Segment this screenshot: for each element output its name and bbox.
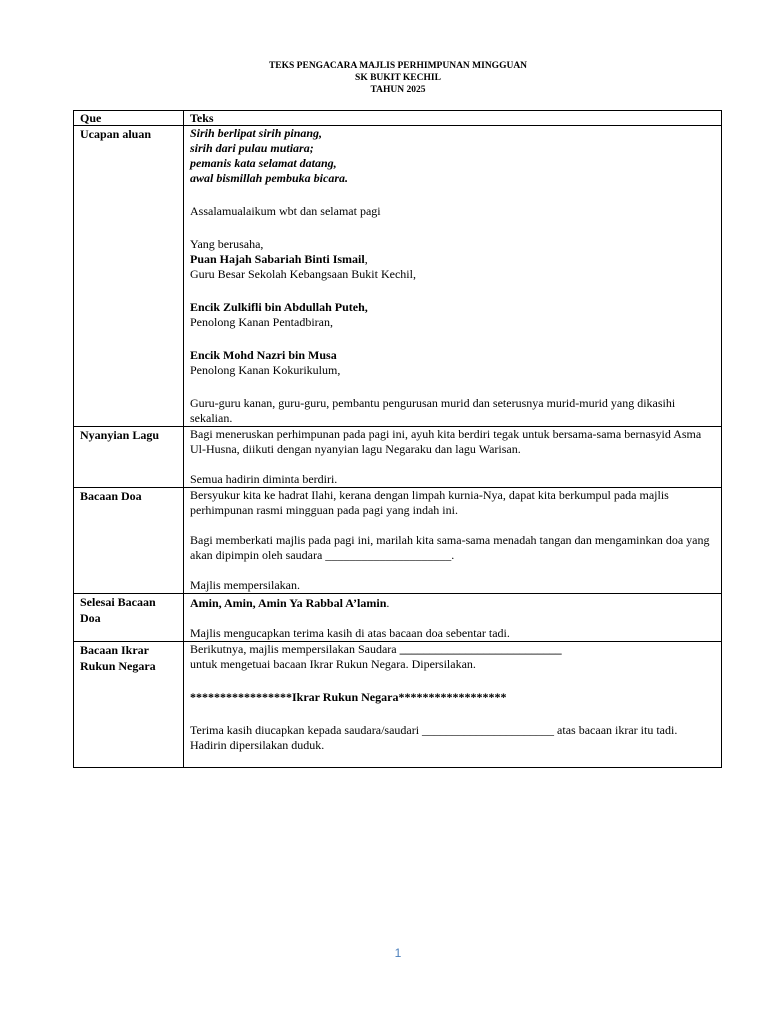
teks-cell	[184, 642, 722, 768]
teks-cell	[184, 594, 722, 642]
column-header-teks: Teks	[184, 111, 722, 126]
que-cell	[74, 488, 184, 594]
name-blank: ___________________________	[399, 642, 562, 656]
que-label: Selesai Bacaan	[80, 595, 156, 609]
que-label: Doa	[80, 611, 101, 625]
dignitary-role: Penolong Kanan Kokurikulum,	[190, 363, 341, 377]
header-title: TEKS PENGACARA MAJLIS PERHIMPUNAN MINGGUAN	[268, 61, 528, 71]
que-label: Nyanyian Lagu	[80, 428, 160, 442]
table-row	[74, 642, 722, 768]
teks-paragraph	[190, 642, 715, 657]
que-cell	[74, 126, 184, 427]
teks-paragraph: Majlis mempersilakan.	[190, 578, 300, 592]
dignitary-comma: ,	[364, 252, 368, 266]
pantun-line: pemanis kata selamat datang,	[190, 156, 337, 170]
greeting-text: Assalamualaikum wbt dan selamat pagi	[190, 204, 381, 218]
teks-cell	[184, 126, 722, 427]
que-label: Bacaan Doa	[80, 489, 142, 503]
amin-period: .	[386, 596, 390, 610]
teks-cell	[184, 427, 722, 488]
que-cell	[74, 594, 184, 642]
closing-text: Guru-guru kanan, guru-guru, pembantu pengurusan murid dan seterusnya murid-murid yang dikasihi sekalian.	[190, 396, 676, 425]
teks-paragraph: Terima kasih diucapkan kepada saudara/saudari ______________________ atas bacaan ikrar itu tadi.	[190, 723, 678, 737]
que-cell	[74, 427, 184, 488]
que-cell	[74, 642, 184, 768]
teks-paragraph: Hadirin dipersilakan duduk.	[190, 738, 325, 752]
dignitary-name: Puan Hajah Sabariah Binti Ismail	[190, 252, 365, 266]
dignitary-name: Encik Zulkifli bin Abdullah Puteh,	[190, 300, 368, 314]
script-table	[73, 110, 722, 768]
page-number: 1	[394, 946, 402, 960]
dignitary-role: Guru Besar Sekolah Kebangsaan Bukit Kechil,	[190, 267, 416, 281]
table-header-row	[74, 111, 722, 126]
table-row	[74, 126, 722, 427]
pantun-line: Sirih berlipat sirih pinang,	[190, 126, 323, 140]
teks-paragraph: Bagi meneruskan perhimpunan pada pagi ini, ayuh kita berdiri tegak untuk bersama-sama bernasyid Asma Ul-Husna, diikuti dengan nyanyian lagu Negaraku dan lagu Warisan.	[190, 427, 702, 456]
pantun-line: awal bismillah pembuka bicara.	[190, 171, 349, 185]
teks-paragraph: Bagi memberkati majlis pada pagi ini, marilah kita sama-sama menadah tangan dan mengaminkan doa yang akan dipimpin oleh saudara _____________________.	[190, 533, 710, 562]
table-row	[74, 594, 722, 642]
dignitary-role: Penolong Kanan Pentadbiran,	[190, 315, 333, 329]
amin-line	[190, 596, 715, 611]
ikrar-heading: *****************Ikrar Rukun Negara******************	[190, 690, 507, 704]
header-year: TAHUN 2025	[370, 85, 426, 95]
amin-text: Amin, Amin, Amin Ya Rabbal A’lamin	[190, 596, 387, 610]
table-row	[74, 488, 722, 594]
salutation-text: Yang berusaha,	[190, 237, 264, 251]
teks-paragraph: Majlis mengucapkan terima kasih di atas bacaan doa sebentar tadi.	[190, 626, 510, 640]
dignitary-name-line	[190, 252, 715, 267]
table-row	[74, 427, 722, 488]
teks-paragraph: Bersyukur kita ke hadrat Ilahi, kerana dengan limpah kurnia-Nya, dapat kita berkumpul pada majlis perhimpunan rasmi mingguan pada pagi yang indah ini.	[190, 488, 669, 517]
document-header	[0, 60, 768, 96]
dignitary-name: Encik Mohd Nazri bin Musa	[190, 348, 337, 362]
que-label: Bacaan Ikrar	[80, 643, 149, 657]
pantun-line: sirih dari pulau mutiara;	[190, 141, 314, 155]
column-header-que: Que	[74, 111, 184, 126]
que-label: Rukun Negara	[80, 659, 156, 673]
invite-text: Berikutnya, majlis mempersilakan Saudara	[190, 642, 397, 656]
header-school: SK BUKIT KECHIL	[355, 73, 441, 83]
teks-cell	[184, 488, 722, 594]
teks-paragraph: Semua hadirin diminta berdiri.	[190, 472, 338, 486]
que-label: Ucapan aluan	[80, 127, 152, 141]
teks-paragraph: untuk mengetuai bacaan Ikrar Rukun Negara. Dipersilakan.	[190, 657, 476, 671]
